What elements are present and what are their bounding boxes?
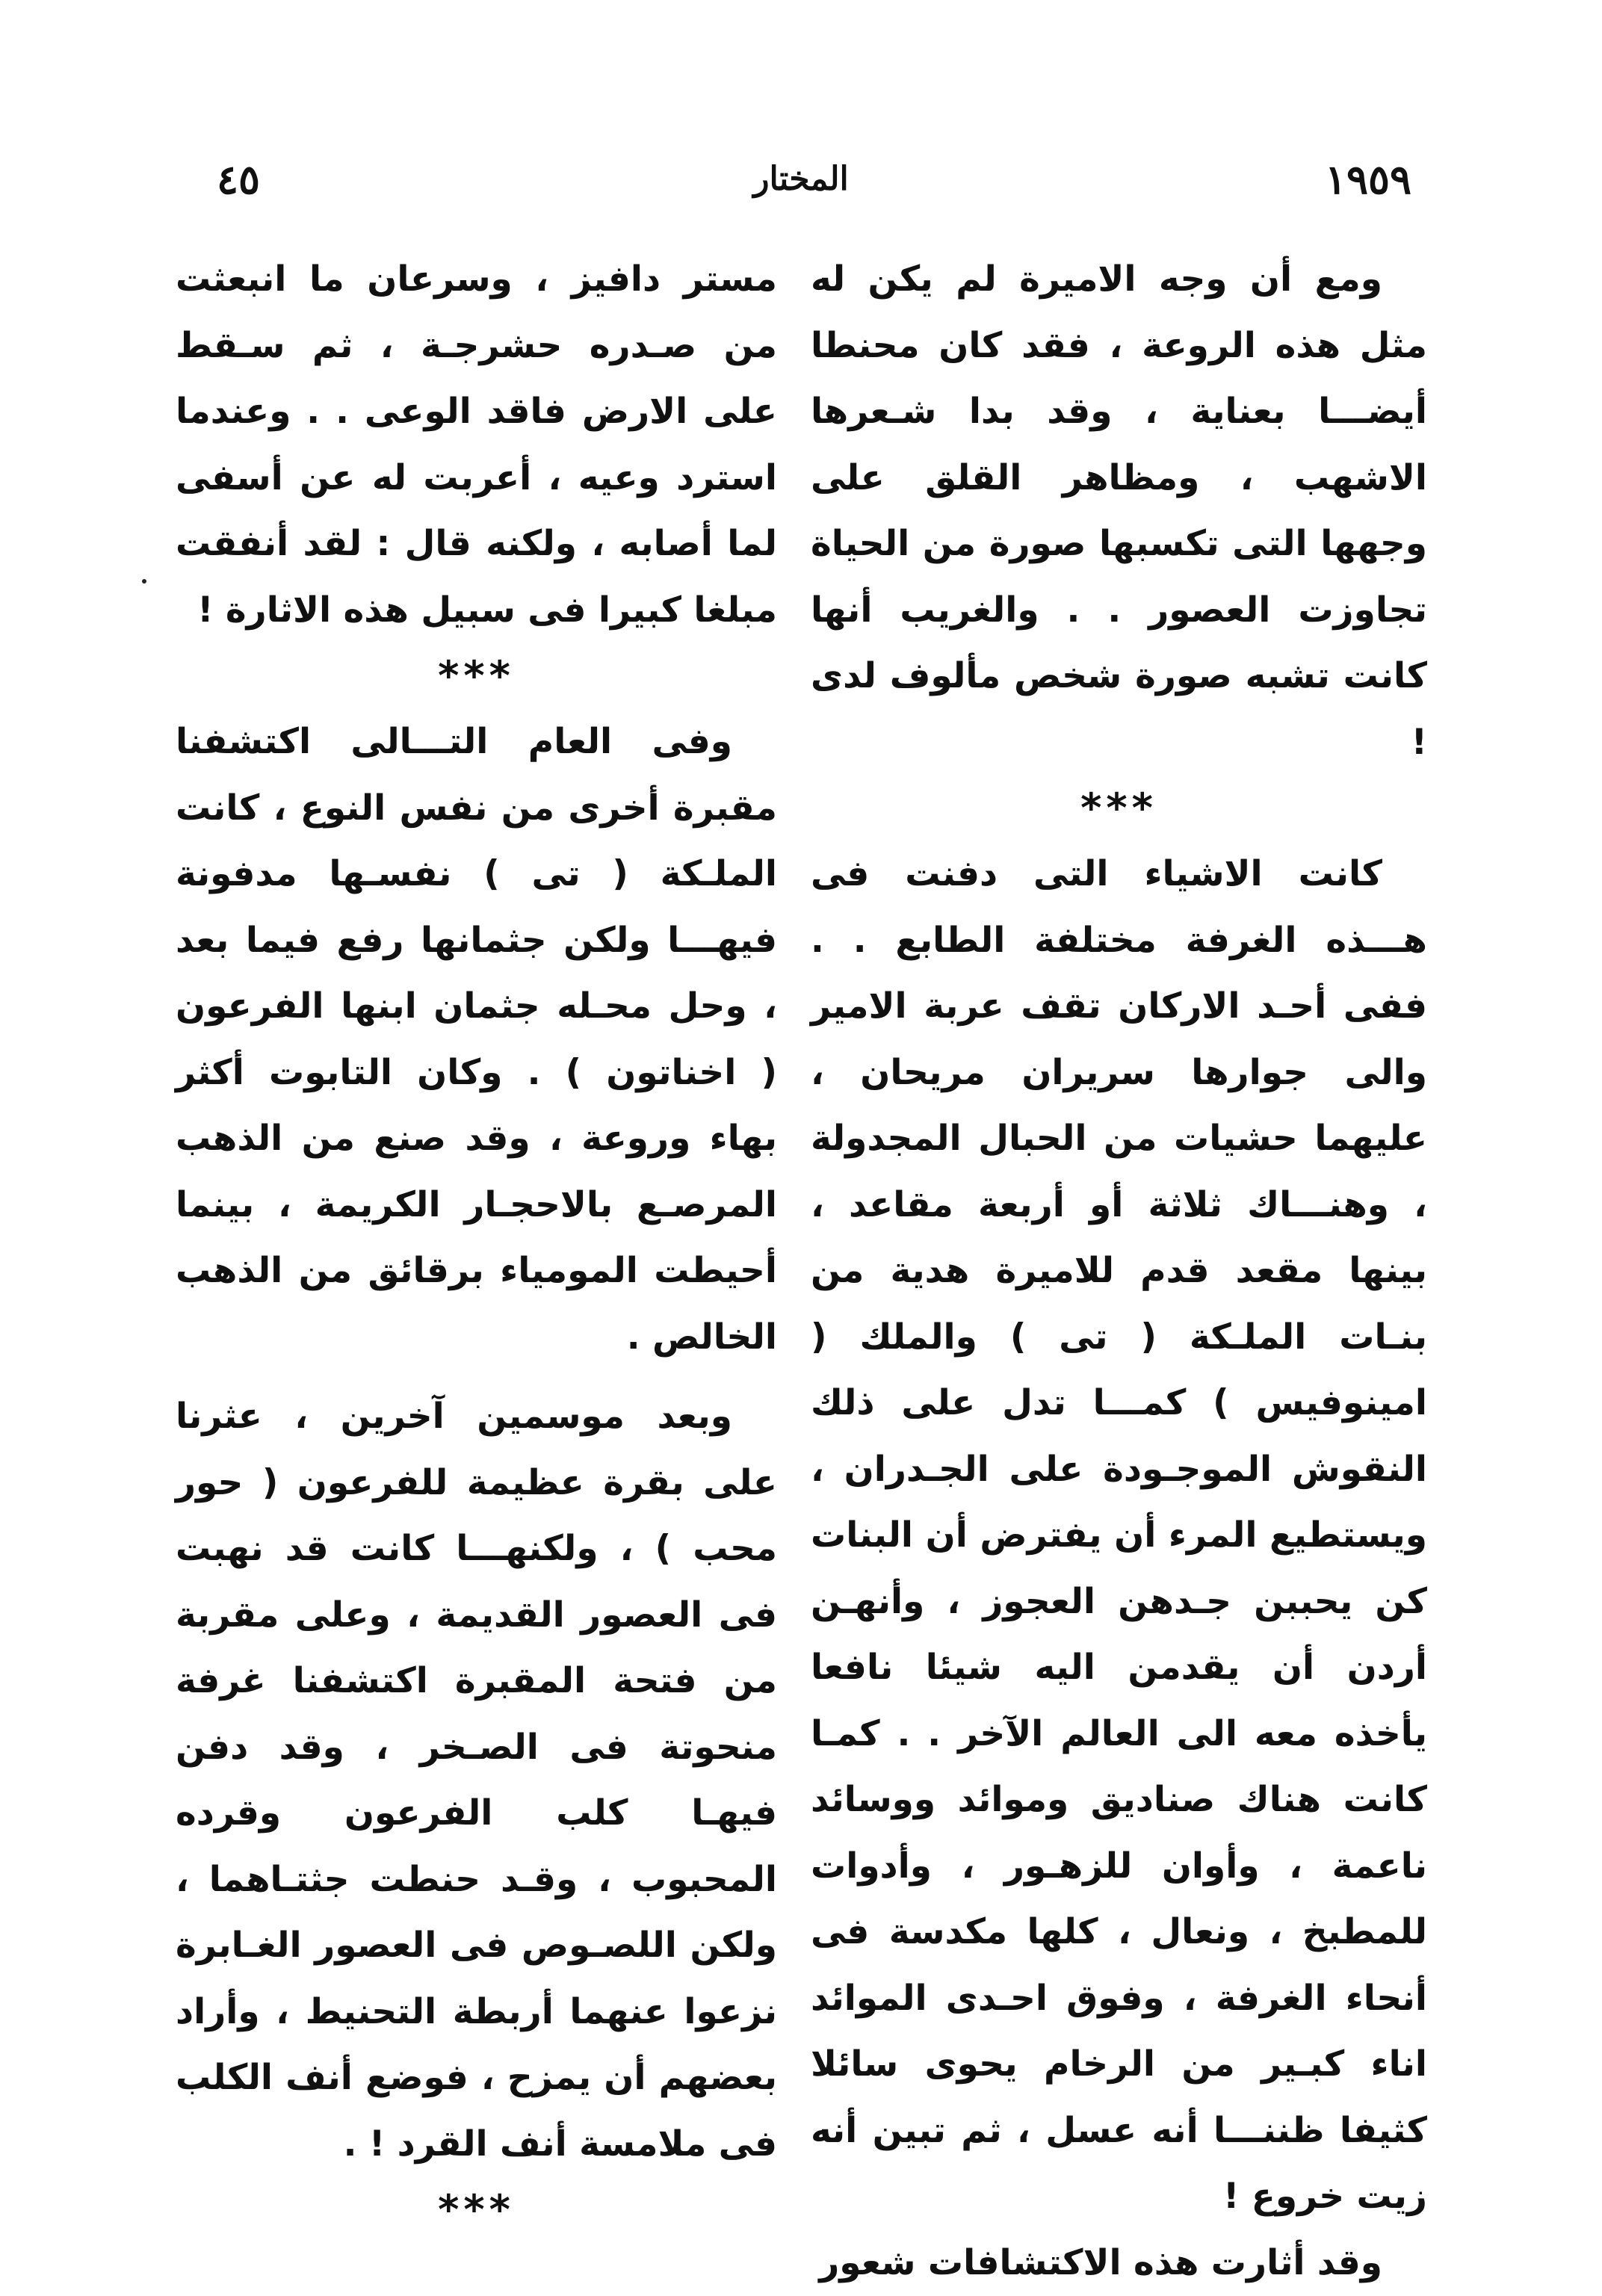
section-separator: ***	[811, 776, 1427, 841]
paragraph: مستر دافيز ، وسرعان ما انبعثت من صـدره حشرجـة ، ثم سـقط على الارض فاقد الوعى . . وعندما استرد وعيه ، أعربت له عن أسفى لما أصابه ، ولكنه قال : لقد أنفقت مبلغا كبيرا فى سبيل هذه الاثارة !	[176, 247, 777, 643]
section-separator: ***	[176, 2177, 777, 2243]
paragraph: ومع أن وجه الاميرة لم يكن له مثل هذه الروعة ، فقد كان محنطا أيضـــا بعناية ، وقد بدا شـعرها الاشهب ، ومظاهر القلق على وجهها التى تكسبها صورة من الحياة تجاوزت العصور . . والغريب أنها كانت تشبه صورة شخص مألوف لدى !	[811, 247, 1427, 776]
paragraph: وبعد موسمين آخرين ، عثرنا على بقرة عظيمة للفرعون ( حور محب ) ، ولكنهـــا كانت قد نهبت فى العصور القديمة ، وعلى مقربة من فتحة المقبرة اكتشفنا غرفة منحوتة فى الصـخر ، وقد دفن فيهـا كلب الفرعون وقرده المحبوب ، وقـد حنطت جثتـاهما ، ولكن اللصـوص فى العصور الغـابرة نزعوا عنهما أربطة التحنيط ، وأراد بعضهم أن يمزح ، فوضع أنف الكلب فى ملامسة أنف القرد ! .	[176, 1384, 777, 2177]
paragraph: وفى العام التـــالى اكتشفنا مقبرة أخرى من نفس النوع ، كانت الملـكة ( تى ) نفسـها مدفونة فيهـــا ولكن جثمانها رفع فيما بعد ، وحل محـله جثمان ابنها الفرعون ( اخناتون ) . وكان التابوت أكثر بهاء وروعة ، وقد صنع من الذهب المرصـع بالاحجـار الكريمة ، بينما أحيطت المومياء برقائق من الذهب الخالص .	[176, 709, 777, 1370]
left-column	[176, 247, 777, 2243]
page-number: ٤٥	[217, 153, 260, 205]
section-separator: ***	[176, 643, 777, 709]
issue-year: ١٩٥٩	[1325, 153, 1411, 205]
paragraph: كانت الاشياء التى دفنت فى هـــذه الغرفة مختلفة الطابع . . ففى أحـد الاركان تقف عربة الامير والى جوارها سريران مريحان ، عليهما حشيات من الحبال المجدولة ، وهنـــاك ثلاثة أو أربعة مقاعد ، بينها مقعد قدم للاميرة هدية من بنـات الملـكة ( تى ) والملك ( امينوفيس ) كمـــا تدل على ذلك النقوش الموجـودة على الجـدران ، ويستطيع المرء أن يفترض أن البنات كن يحببن جـدهن العجوز ، وأنهـن أردن أن يقدمن اليه شيئا نافعا يأخذه معه الى العالم الآخر . . كمـا كانت هناك صناديق وموائد ووسائد ناعمة ، وأوان للزهـور ، وأدوات للمطبخ ، ونعال ، كلها مكدسة فى أنحاء الغرفة ، وفوق احـدى الموائد اناء كبـير من الرخام يحوى سائلا كثيفا ظننـــا أنه عسل ، ثم تبين أنه زيت خروع !	[811, 841, 1427, 2230]
paragraph: وقد أثارت هذه الاكتشافات شعور	[811, 2230, 1427, 2296]
right-column	[811, 247, 1427, 2296]
page-header	[0, 153, 1602, 213]
magazine-title: المختار	[753, 153, 848, 205]
print-speck	[142, 579, 146, 584]
